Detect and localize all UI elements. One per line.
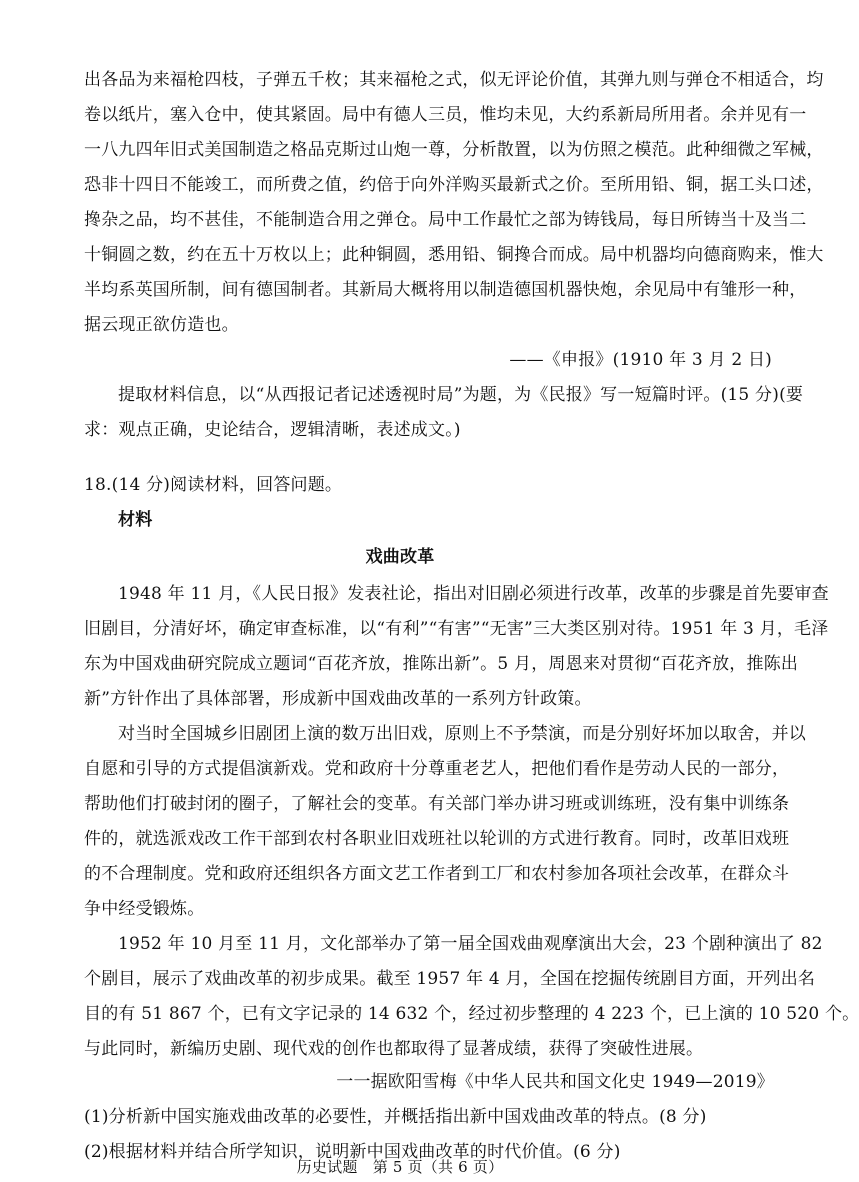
material-line: 个剧目，展示了戏曲改革的初步成果。截至 1957 年 4 月，全国在挖掘传统剧目方面，开列出名	[84, 969, 816, 989]
passage-line: 半均系英国所制，间有德国制者。其新局大概将用以制造德国机器快炮，余见局中有雏形一种，	[84, 280, 807, 300]
task-line: 求：观点正确，史论结合，逻辑清晰，表述成文。)	[84, 420, 461, 440]
material-line: 帮助他们打破封闭的圈子，了解社会的变革。有关部门举办讲习班或训练班，没有集中训练条	[84, 794, 790, 814]
passage-line: 卷以纸片，塞入仓中，使其紧固。局中有德人三员，惟均未见，大约系新局所用者。余并见有一	[84, 105, 807, 125]
material-line: 争中经受锻炼。	[84, 899, 205, 919]
material-line: 1952 年 10 月至 11 月，文化部举办了第一届全国戏曲观摩演出大会，23 个剧种演出了 82	[118, 934, 823, 954]
material-line: 与此同时，新编历史剧、现代戏的创作也都取得了显著成绩，获得了突破性进展。	[84, 1039, 704, 1059]
material-line: 的不合理制度。党和政府还组织各方面文艺工作者到工厂和农村参加各项社会改革，在群众斗	[84, 864, 790, 884]
passage-line: 出各品为来福枪四枝，子弹五千枚；其来福枪之式，似无评论价值，其弹九则与弹仓不相适合，均	[84, 70, 824, 90]
sub-question-2: (2)根据材料并结合所学知识，说明新中国戏曲改革的时代价值。(6 分)	[84, 1142, 621, 1162]
passage-line: 搀杂之品，均不甚佳，不能制造合用之弹仓。局中工作最忙之部为铸钱局，每日所铸当十及当二	[84, 210, 807, 230]
passage-source: ——《申报》(1910 年 3 月 2 日)	[509, 350, 772, 370]
material-line: 旧剧目，分清好坏，确定审查标准，以“有利”“有害”“无害”三大类区别对待。1951 年 3 月，毛泽	[84, 619, 829, 639]
passage-line: 恐非十四日不能竣工，而所费之值，约倍于向外洋购买最新式之价。至所用铅、铜，据工头口述，	[84, 175, 824, 195]
task-line: 提取材料信息，以“从西报记者记述透视时局”为题，为《民报》写一短篇时评。(15 分)(要	[118, 385, 804, 405]
material-source: 一一据欧阳雪梅《中华人民共和国文化史 1949—2019》	[336, 1072, 774, 1092]
material-line: 对当时全国城乡旧剧团上演的数万出旧戏，原则上不予禁演，而是分别好坏加以取舍，并以	[118, 724, 806, 744]
material-title: 戏曲改革	[365, 547, 435, 567]
passage-line: 据云现正欲仿造也。	[84, 315, 239, 335]
material-label: 材料	[118, 510, 153, 530]
material-line: 件的，就选派戏改工作干部到农村各职业旧戏班社以轮训的方式进行教育。同时，改革旧戏班	[84, 829, 790, 849]
passage-line: 十铜圆之数，约在五十万枚以上；此种铜圆，悉用铅、铜搀合而成。局中机器均向德商购来，惟大	[84, 245, 824, 265]
sub-question-1: (1)分析新中国实施戏曲改革的必要性，并概括指出新中国戏曲改革的特点。(8 分)	[84, 1107, 707, 1127]
material-line: 自愿和引导的方式提倡演新戏。党和政府十分尊重老艺人，把他们看作是劳动人民的一部分，	[84, 759, 790, 779]
question-heading: 18.(14 分)阅读材料，回答问题。	[84, 475, 343, 495]
passage-line: 一八九四年旧式美国制造之格品克斯过山炮一尊，分析散置，以为仿照之模范。此种细微之军械，	[84, 140, 824, 160]
material-line: 1948 年 11 月，《人民日报》发表社论，指出对旧剧必须进行改革，改革的步骤是首先要审查	[118, 584, 829, 604]
page-footer: 历史试题 第 5 页（共 6 页）	[296, 1158, 504, 1176]
material-line: 新”方针作出了具体部署，形成新中国戏曲改革的一系列方针政策。	[84, 689, 592, 709]
material-line: 东为中国戏曲研究院成立题词“百花齐放，推陈出新”。5 月，周恩来对贯彻“百花齐放，推陈出	[84, 654, 799, 674]
material-line: 目的有 51 867 个，已有文字记录的 14 632 个，经过初步整理的 4 223 个，已上演的 10 520 个。	[84, 1004, 859, 1024]
